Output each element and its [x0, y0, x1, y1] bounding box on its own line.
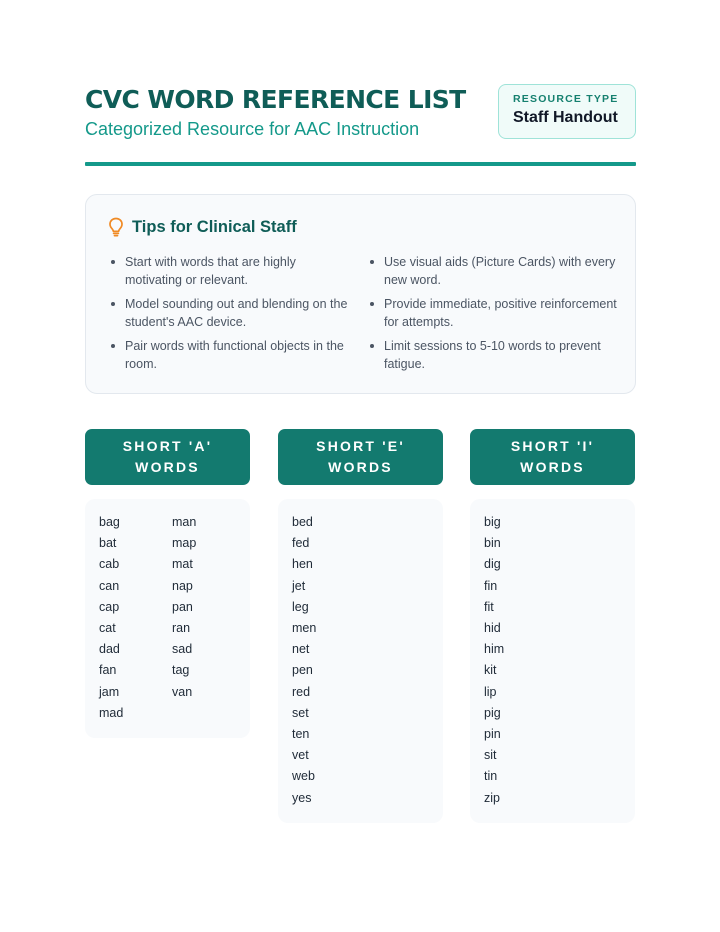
- tips-list-left: [108, 253, 348, 379]
- word-item: hid: [484, 621, 501, 636]
- short-a-word-panel: [85, 499, 250, 738]
- word-item: bat: [99, 536, 117, 551]
- word-item: cap: [99, 599, 120, 614]
- word-item: hen: [292, 557, 313, 572]
- tip-item: Start with words that are highly motivating or relevant.: [108, 253, 348, 289]
- short-i-column: [470, 429, 635, 823]
- word-item: leg: [292, 599, 309, 614]
- badge-value: Staff Handout: [513, 109, 618, 126]
- word-item: bed: [292, 515, 313, 529]
- word-item: can: [99, 578, 120, 593]
- tip-item: Provide immediate, positive reinforcement for attempts.: [367, 295, 617, 331]
- heading-line: SHORT 'I': [510, 438, 595, 454]
- word-item: van: [172, 684, 193, 699]
- word-item: lip: [484, 684, 497, 699]
- word-item: yes: [292, 790, 312, 805]
- tips-title: Tips for Clinical Staff: [132, 217, 297, 236]
- word-item: web: [292, 769, 315, 784]
- word-item: ten: [292, 727, 310, 742]
- word-item: fin: [484, 578, 498, 593]
- word-list: [484, 512, 557, 809]
- short-i-word-panel: [470, 499, 635, 823]
- short-a-column: [85, 429, 250, 738]
- word-item: big: [484, 515, 501, 529]
- heading-line: WORDS: [328, 459, 393, 475]
- word-item: men: [292, 621, 317, 636]
- page-subtitle: Categorized Resource for AAC Instruction: [85, 119, 420, 139]
- word-item: net: [292, 642, 310, 657]
- resource-type-badge: [498, 84, 636, 139]
- word-item: vet: [292, 748, 309, 763]
- tip-item: Pair words with functional objects in the room.: [108, 337, 348, 373]
- word-item: kit: [484, 663, 497, 678]
- word-item: mad: [99, 705, 124, 720]
- tips-box: [85, 194, 636, 394]
- short-i-heading: [470, 429, 635, 485]
- word-item: map: [172, 536, 197, 551]
- word-item: set: [292, 705, 309, 720]
- word-list: [292, 512, 365, 809]
- header-divider: [85, 162, 636, 166]
- word-item: jet: [292, 578, 306, 593]
- heading-line: SHORT 'E': [316, 438, 405, 454]
- word-item: cat: [99, 621, 116, 636]
- word-item: nap: [172, 578, 193, 593]
- word-item: pen: [292, 663, 313, 678]
- short-e-word-panel: [278, 499, 443, 823]
- word-item: pig: [484, 705, 501, 720]
- word-item: man: [172, 515, 197, 529]
- word-item: tin: [484, 769, 498, 784]
- word-item: pin: [484, 727, 501, 742]
- badge-label: RESOURCE TYPE: [513, 93, 619, 105]
- short-a-heading: [85, 429, 250, 485]
- word-item: pan: [172, 599, 193, 614]
- word-item: mat: [172, 557, 193, 572]
- short-e-heading: [278, 429, 443, 485]
- word-item: fit: [484, 599, 494, 614]
- word-item: sit: [484, 748, 497, 763]
- word-item: cab: [99, 557, 120, 572]
- word-item: fan: [99, 663, 117, 678]
- tip-item: Model sounding out and blending on the student's AAC device.: [108, 295, 348, 331]
- word-item: red: [292, 684, 311, 699]
- word-item: dig: [484, 557, 501, 572]
- tip-item: Use visual aids (Picture Cards) with every new word.: [367, 253, 617, 289]
- word-item: dad: [99, 642, 120, 657]
- word-list: [172, 512, 245, 724]
- word-item: bag: [99, 515, 120, 529]
- page-title: CVC WORD REFERENCE LIST: [85, 85, 466, 114]
- word-item: zip: [484, 790, 500, 805]
- word-item: bin: [484, 536, 501, 551]
- heading-line: WORDS: [135, 459, 200, 475]
- word-item: him: [484, 642, 505, 657]
- word-item: jam: [99, 684, 120, 699]
- tips-list-right: [367, 253, 617, 379]
- word-item: tag: [172, 663, 190, 678]
- heading-line: WORDS: [520, 459, 585, 475]
- header: [85, 84, 636, 144]
- heading-line: SHORT 'A': [122, 438, 213, 454]
- lightbulb-icon: [108, 217, 124, 237]
- tips-header: [108, 217, 297, 237]
- short-e-column: [278, 429, 443, 823]
- word-item: ran: [172, 621, 191, 636]
- word-item: fed: [292, 536, 310, 551]
- tip-item: Limit sessions to 5-10 words to prevent fatigue.: [367, 337, 617, 373]
- word-item: sad: [172, 642, 193, 657]
- word-list: [99, 512, 172, 724]
